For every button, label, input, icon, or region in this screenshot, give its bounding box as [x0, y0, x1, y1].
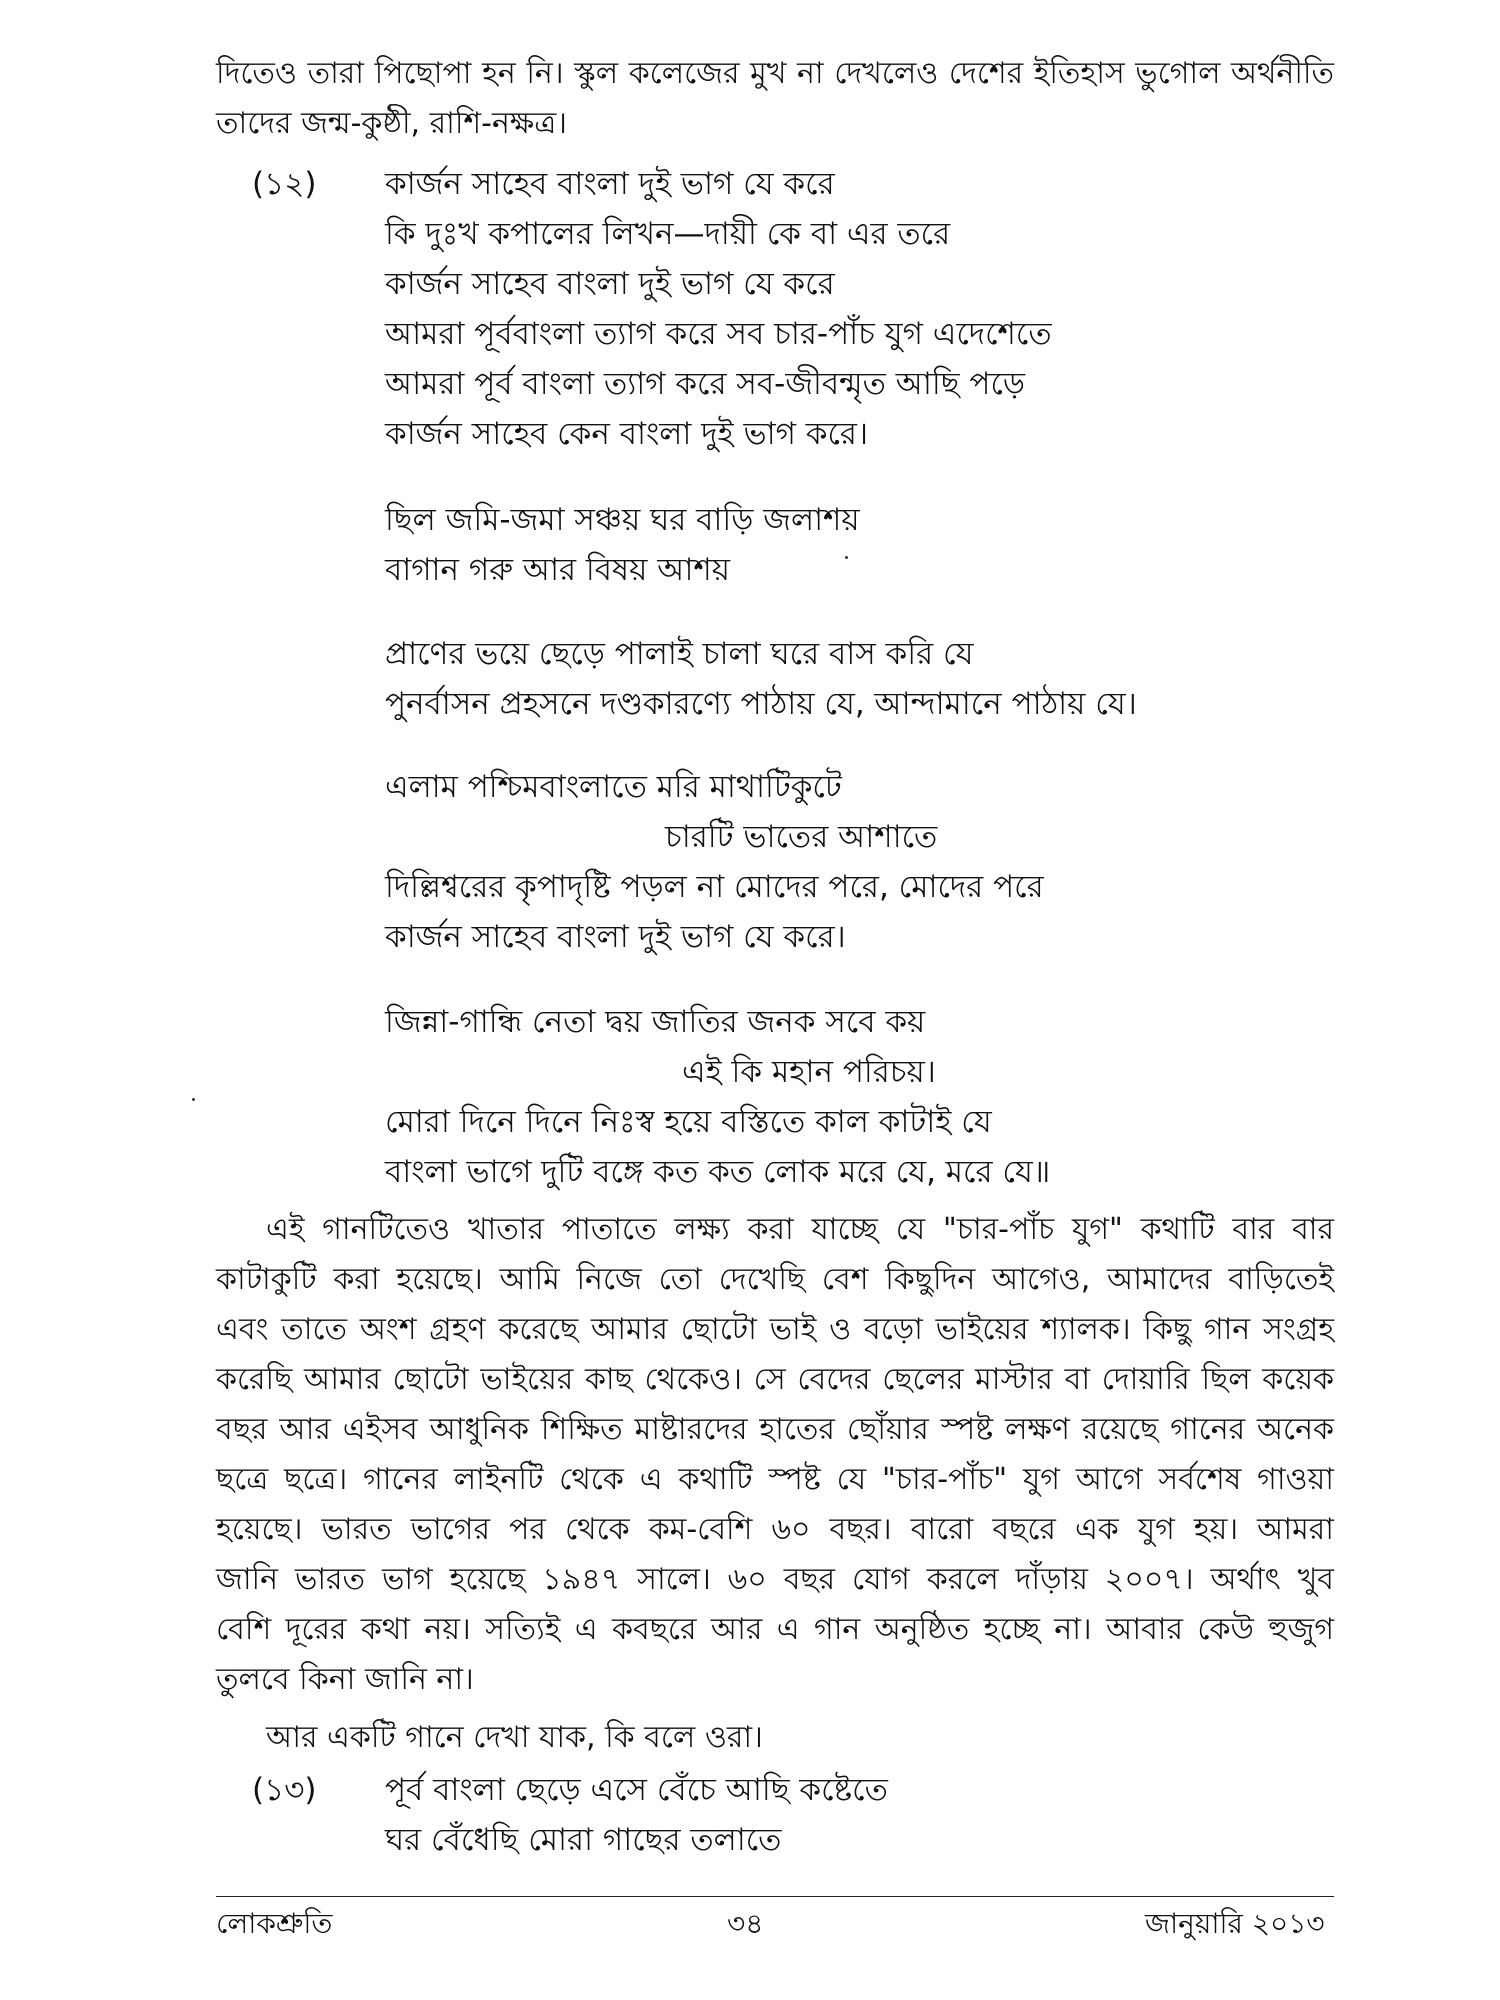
- song-line: ছিল জমি-জমা সঞ্চয় ঘর বাড়ি জলাশয়: [385, 502, 860, 538]
- paragraph-line: ছত্রে ছত্রে। গানের লাইনটি থেকে এ কথাটি স্পষ্ট যে "চার-পাঁচ" যুগ আগে সর্বশেষ গাওয়া: [216, 1462, 1334, 1497]
- paragraph-line: বেশি দূরের কথা নয়। সত্যিই এ কবছরে আর এ গান অনুষ্ঠিত হচ্ছে না। আবার কেউ হুজুগ: [216, 1612, 1334, 1647]
- song-line: কার্জন সাহেব বাংলা দুই ভাগ যে করে: [385, 166, 835, 202]
- song-line: কার্জন সাহেব কেন বাংলা দুই ভাগ করে।: [385, 416, 869, 452]
- song-line: কার্জন সাহেব বাংলা দুই ভাগ যে করে: [385, 266, 835, 302]
- song-line: কি দুঃখ কপালের লিখন—দায়ী কে বা এর তরে: [385, 216, 951, 252]
- song-line: মোরা দিনে দিনে নিঃস্ব হয়ে বস্তিতে কাল কাটাই যে: [385, 1104, 992, 1140]
- song-line: দিল্লিশ্বরের কৃপাদৃষ্টি পড়ল না মোদের পরে, মোদের পরে: [385, 869, 1044, 905]
- paragraph-line: তাদের জন্ম-কুষ্ঠী, রাশি-নক্ষত্র।: [216, 106, 567, 141]
- song-line: বাগান গরু আর বিষয় আশয়: [385, 552, 731, 588]
- footer-date: জানুয়ারি ২০১৩: [1145, 1907, 1325, 1940]
- footer-journal-name: লোকশ্রুতি: [216, 1907, 333, 1940]
- song-line: জিন্না-গান্ধি নেতা দ্বয় জাতির জনক সবে কয়: [385, 1004, 926, 1040]
- footer-rule: [216, 1896, 1334, 1897]
- song-number: (১৩): [252, 1772, 317, 1808]
- song-line: আমরা পূর্ববাংলা ত্যাগ করে সব চার-পাঁচ যুগ এদেশেতে: [385, 316, 1052, 352]
- song-line: বাংলা ভাগে দুটি বঙ্গে কত কত লোক মরে যে, মরে যে॥: [385, 1154, 1051, 1190]
- song-line: ঘর বেঁধেছি মোরা গাছের তলাতে: [385, 1822, 782, 1858]
- song-line: প্রাণের ভয়ে ছেড়ে পালাই চালা ঘরে বাস করি যে: [385, 636, 974, 672]
- song-line: এই কি মহান পরিচয়।: [682, 1054, 936, 1090]
- paragraph-line: বছর আর এইসব আধুনিক শিক্ষিত মাষ্টারদের হাতের ছোঁয়ার স্পষ্ট লক্ষণ রয়েছে গানের অনেক: [216, 1412, 1334, 1447]
- scan-speck: [845, 556, 848, 559]
- paragraph-line: জানি ভারত ভাগ হয়েছে ১৯৪৭ সালে। ৬০ বছর যোগ করলে দাঁড়ায় ২০০৭। অর্থাৎ খুব: [216, 1562, 1334, 1597]
- scan-speck: [192, 1098, 195, 1101]
- paragraph-line: এবং তাতে অংশ গ্রহণ করেছে আমার ছোটো ভাই ও বড়ো ভাইয়ের শ্যালক। কিছু গান সংগ্রহ: [216, 1312, 1334, 1347]
- song-line: পুনর্বাসন প্রহসনে দণ্ডকারণ্যে পাঠায় যে, আন্দামানে পাঠায় যে।: [385, 686, 1137, 722]
- paragraph-line: করেছি আমার ছোটো ভাইয়ের কাছ থেকেও। সে বেদের ছেলের মাস্টার বা দোয়ারি ছিল কয়েক: [216, 1362, 1334, 1397]
- footer-page-number: ৩৪: [727, 1907, 764, 1940]
- song-line: চারটি ভাতের আশাতে: [665, 819, 938, 855]
- song-line: আমরা পূর্ব বাংলা ত্যাগ করে সব-জীবন্মৃত আছি পড়ে: [385, 366, 1026, 402]
- song-line: এলাম পশ্চিমবাংলাতে মরি মাথাটিকুটে: [385, 769, 842, 805]
- paragraph-line: তুলবে কিনা জানি না।: [216, 1662, 474, 1697]
- song-line: কার্জন সাহেব বাংলা দুই ভাগ যে করে।: [385, 919, 846, 955]
- paragraph-line: আর একটি গানে দেখা যাক, কি বলে ওরা।: [266, 1720, 763, 1755]
- paragraph-line: এই গানটিতেও খাতার পাতাতে লক্ষ্য করা যাচ্ছে যে "চার-পাঁচ যুগ" কথাটি বার বার: [266, 1212, 1334, 1247]
- paragraph-line: দিতেও তারা পিছোপা হন নি। স্কুল কলেজের মুখ না দেখলেও দেশের ইতিহাস ভুগোল অর্থনীতি: [216, 56, 1334, 91]
- song-number: (১২): [252, 166, 317, 202]
- song-line: পূর্ব বাংলা ছেড়ে এসে বেঁচে আছি কষ্টেতে: [385, 1772, 888, 1808]
- paragraph-line: কাটাকুটি করা হয়েছে। আমি নিজে তো দেখেছি বেশ কিছুদিন আগেও, আমাদের বাড়িতেই: [216, 1262, 1334, 1297]
- paragraph-line: হয়েছে। ভারত ভাগের পর থেকে কম-বেশি ৬০ বছর। বারো বছরে এক যুগ হয়। আমরা: [216, 1512, 1334, 1547]
